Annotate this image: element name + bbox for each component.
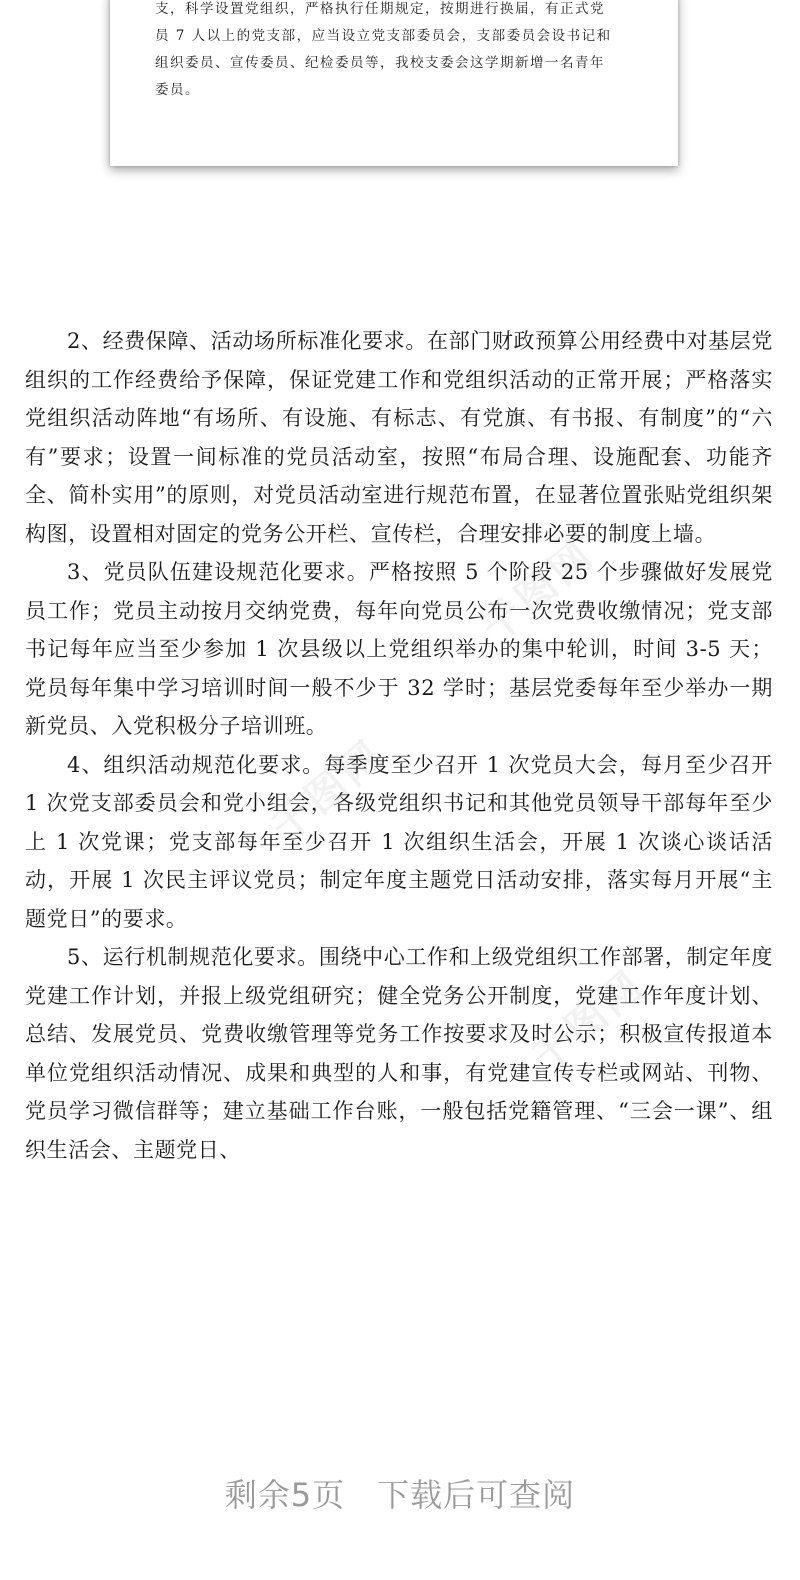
card-line: 组织委员、宣传委员、纪检委员等，我校支委会这学期新增一名青年 xyxy=(155,55,605,71)
paragraph-mechanism: 5、运行机制规范化要求。围绕中心工作和上级党组织工作部署，制定年度党建工作计划，并报上级党组研究；健全党务公开制度，党建工作年度计划、总结、发展党员、党费收缴管理等党务工作按要求及时公示；积极宣传报道本单位党组织活动情况、成果和典型的人和事，有党建宣传专栏或网站、刊物、党员学习微信群等；建立基础工作台账，一般包括党籍管理、“三会一课”、组织生活会、主题党日、 xyxy=(25,945,773,1162)
document-body xyxy=(25,322,773,1169)
watermark: 千图网 xyxy=(522,961,654,1082)
download-to-view-text: 下载后可查阅 xyxy=(377,1476,576,1514)
card-text xyxy=(155,0,638,104)
remaining-pages-text: 剩余5页 xyxy=(224,1476,346,1514)
card-line: 员 7 人以上的党支部，应当设立党支部委员会，支部委员会设书记和 xyxy=(155,28,612,44)
page-preview-card xyxy=(110,0,678,166)
card-line: 委员。 xyxy=(155,82,200,98)
card-line: 支，科学设置党组织，严格执行任期规定，按期进行换届，有正式党 xyxy=(155,1,605,17)
download-prompt[interactable] xyxy=(0,1470,800,1516)
paragraph-member-team: 3、党员队伍建设规范化要求。严格按照 5 个阶段 25 个步骤做好发展党员工作；党员主动按月交纳党费，每年向党员公布一次党费收缴情况；党支部书记每年应当至少参加 1 次县级以上党组织举办的集中轮训，时间 3-5 天；党员每年集中学习培训时间一般不少于 32 学时；基层党委每年至少举办一期新党员、入党积极分子培训班。 xyxy=(25,560,773,738)
paragraph-activities: 4、组织活动规范化要求。每季度至少召开 1 次党员大会，每月至少召开 1 次党支部委员会和党小组会，各级党组织书记和其他党员领导干部每年至少上 1 次党课；党支部每年至少召开 1 次组织生活会，开展 1 次谈心谈话活动，开展 1 次民主评议党员；制定年度主题党日活动安排，落实每月开展“主题党日”的要求。 xyxy=(25,752,773,931)
paragraph-funding: 2、经费保障、活动场所标准化要求。在部门财政预算公用经费中对基层党组织的工作经费给予保障，保证党建工作和党组织活动的正常开展；严格落实党组织活动阵地“有场所、有设施、有标志、有党旗、有书报、有制度”的“六有”要求；设置一间标准的党员活动室，按照“布局合理、设施配套、功能齐全、简朴实用”的原则，对党员活动室进行规范布置，在显著位置张贴党组织架构图，设置相对固定的党务公开栏、宣传栏，合理安排必要的制度上墙。 xyxy=(25,329,773,546)
watermark: 千图网 xyxy=(472,531,604,652)
watermark: 千图网 xyxy=(262,731,394,852)
